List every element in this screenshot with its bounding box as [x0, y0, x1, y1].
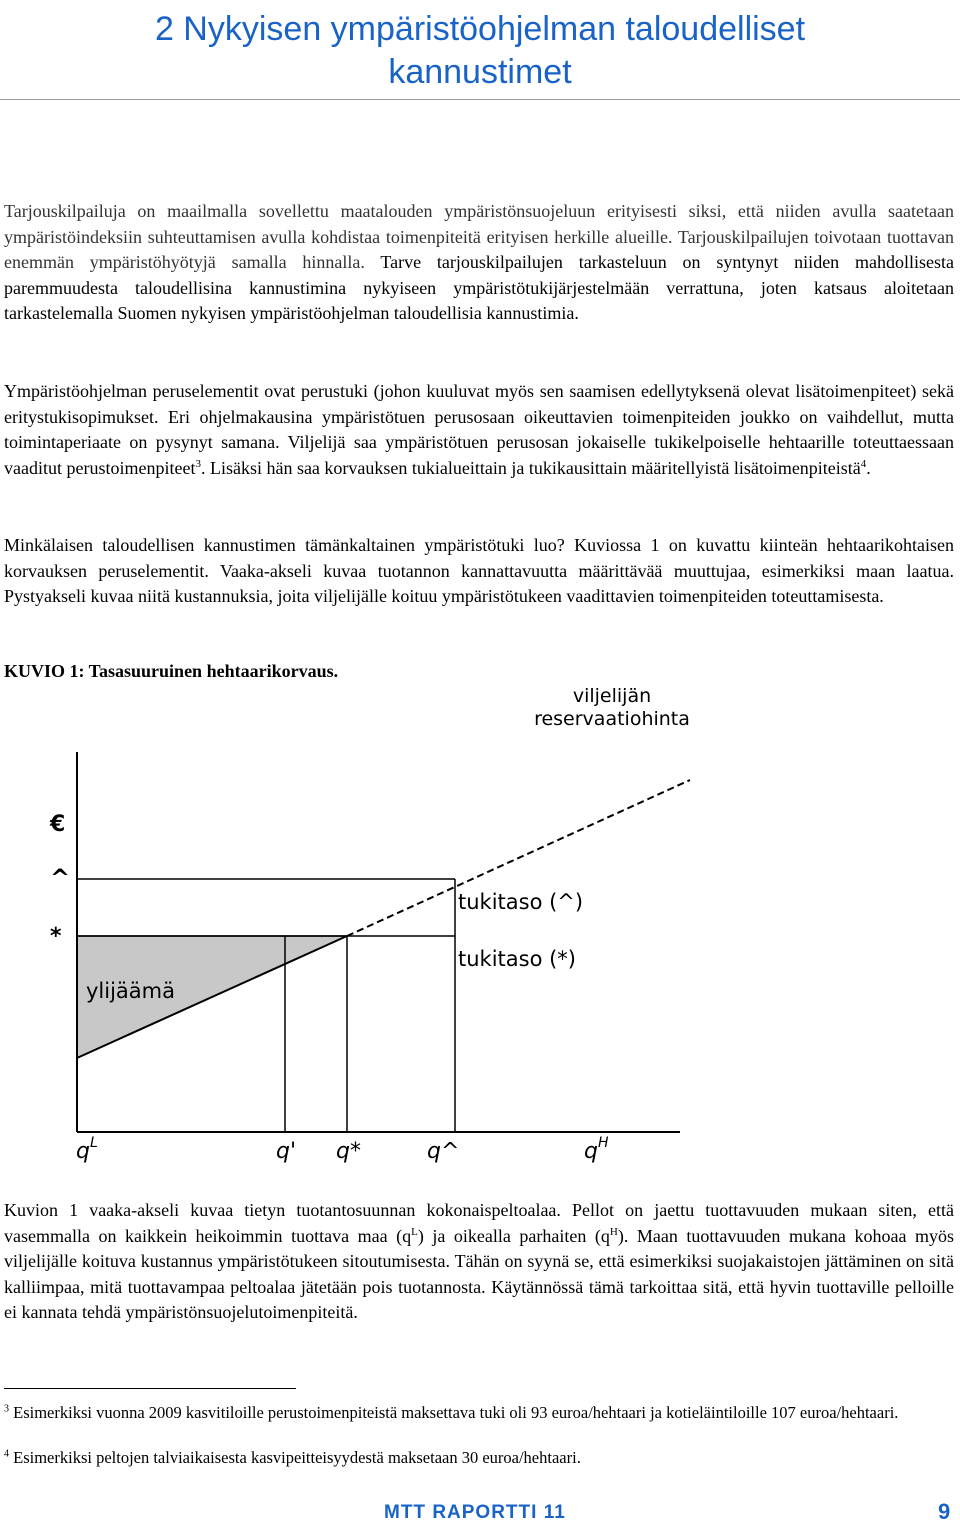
- figure-flat-payment-diagram: [0, 680, 960, 1180]
- footnote-4-number: 4: [4, 1448, 9, 1460]
- x-tick-q-hat: q^: [427, 1139, 460, 1164]
- footer-report-name: MTT RAPORTTI 11: [384, 1502, 566, 1523]
- footnote-ref-3[interactable]: 3: [195, 457, 201, 470]
- section-title-line1: 2 Nykyisen ympäristöohjelman taloudelliset: [154, 10, 806, 48]
- page-number: 9: [938, 1499, 951, 1524]
- paragraph-1: [4, 199, 954, 327]
- y-tick-star: *: [50, 924, 62, 949]
- footnote-3: [4, 1402, 954, 1424]
- paragraph-2-part-a: Ympäristöohjelman peruselementit ovat perustuki (johon kuuluvat myös sen saamisen edellytyksenä olevat lisätoimenpiteet) sekä eritystukisopimukset. Eri ohjelmakausina ympäristötuen perusosaan oikeuttavien toimenpiteiden joukko on vaihdellut, mutta toimintaperiaate on pysynyt samana. Viljelijä saa ympäristötuen perusosan jokaiselle tukikelpoiselle hehtaarille toteuttaessaan vaaditut perustoimenpiteet: [4, 381, 954, 478]
- paragraph-1-part-a: Tarjouskilpailuja on maailmalla sovellettu maatalouden ympäristönsuojeluun erityisesti siksi, että niiden avulla saatetaan ympäristöindeksiin suhteuttamisen avulla kohdistaa toimenpiteitä erityisen herkille alueille. Tarjouskilpailujen toivotaan tuottavan enemmän ympäristöhyötyjä samalla hinnalla.: [4, 201, 954, 272]
- footnote-ref-4[interactable]: 4: [860, 457, 867, 470]
- support-level-star-label: tukitaso (*): [458, 947, 576, 971]
- x-tick-q-star: q*: [336, 1139, 361, 1164]
- section-title-line2: kannustimet: [388, 53, 572, 91]
- footnote-divider: [4, 1388, 296, 1389]
- paragraph-2: [4, 379, 954, 481]
- footnote-4-text: Esimerkiksi peltojen talviaikaisesta kasvipeitteisyydestä maksetaan 30 euroa/hehtaari.: [9, 1448, 581, 1467]
- paragraph-4-part-b: ) ja oikealla parhaiten (q: [417, 1225, 610, 1246]
- paragraph-1-part-b: Tarve tarjouskilpailujen tarkasteluun on syntynyt niiden mahdollisesta paremmuudesta taloudellisina kannustimina nykyiseen ympäristötukijärjestelmään verrattuna, joten katsaus aloitetaan tarkastelemalla Suomen nykyisen ympäristöohjelman taloudellisia kannustimia.: [4, 252, 954, 323]
- surplus-label: ylijäämä: [86, 979, 175, 1003]
- x-tick-qH: $q^H$: [584, 1135, 609, 1164]
- footnote-3-text: Esimerkiksi vuonna 2009 kasvitiloille perustoimenpiteistä maksettava tuki oli 93 euroa/hehtaari ja kotieläintiloille 107 euroa/hehtaari.: [9, 1403, 899, 1422]
- superscript-H: H: [609, 1225, 618, 1238]
- figure-caption: KUVIO 1: Tasasuuruinen hehtaarikorvaus.: [4, 661, 339, 681]
- paragraph-4-part-a: Kuvion 1 vaaka-akseli kuvaa tietyn tuotantosuunnan kokonaispeltoalaa. Pellot on jaettu tuottavuuden mukaan siten, että vasemmalla on kaikkein heikoimmin tuottava maa (q: [4, 1200, 954, 1246]
- paragraph-4: [4, 1198, 954, 1326]
- reservation-label-line2: reservaatiohinta: [534, 708, 690, 730]
- paragraph-2-part-b: . Lisäksi hän saa korvauksen tukialueittain ja tukikausittain määritellyistä lisätoimenpiteistä: [200, 457, 861, 478]
- support-level-hat-label: tukitaso (^): [458, 890, 584, 914]
- footnote-3-number: 3: [4, 1403, 9, 1415]
- paragraph-3: Minkälaisen taloudellisen kannustimen tämänkaltainen ympäristötuki luo? Kuviossa 1 on kuvattu kiinteän hehtaarikohtaisen korvauksen peruselementit. Vaaka-akseli kuvaa tuotannon kannattavuutta määrittävää muuttujaa, esimerkiksi maan laatua. Pystyakseli kuvaa niitä kustannuksia, joita viljelijälle koituu ympäristötukeen vaadittavien toimenpiteiden toteuttamisesta.: [4, 535, 954, 606]
- x-tick-qL: $q^L$: [76, 1135, 98, 1164]
- paragraph-2-part-c: .: [866, 457, 871, 478]
- section-title: [0, 8, 960, 94]
- title-divider: [0, 99, 960, 100]
- reservation-label-line1: viljelijän: [572, 685, 652, 707]
- footnote-4: [4, 1447, 954, 1469]
- y-tick-hat: ^: [50, 864, 71, 892]
- superscript-L: L: [411, 1225, 418, 1238]
- y-axis-label-euro: €: [50, 812, 66, 837]
- paragraph-4-part-c: ). Maan tuottavuuden mukana kohoaa myös viljelijälle koituva kustannus ympäristötukeen sitoutumisesta. Tähän on syynä se, että esimerkiksi suojakaistojen jättäminen on sitä kalliimpaa, mitä tuottavampaa peltoalaa jätetään pois tuotannosta. Käytännössä tämä tarkoittaa sitä, että hyvin tuottaville pelloille ei kannata tehdä ympäristönsuojelutoimenpiteitä.: [4, 1225, 954, 1322]
- x-tick-q-prime: q': [276, 1139, 297, 1164]
